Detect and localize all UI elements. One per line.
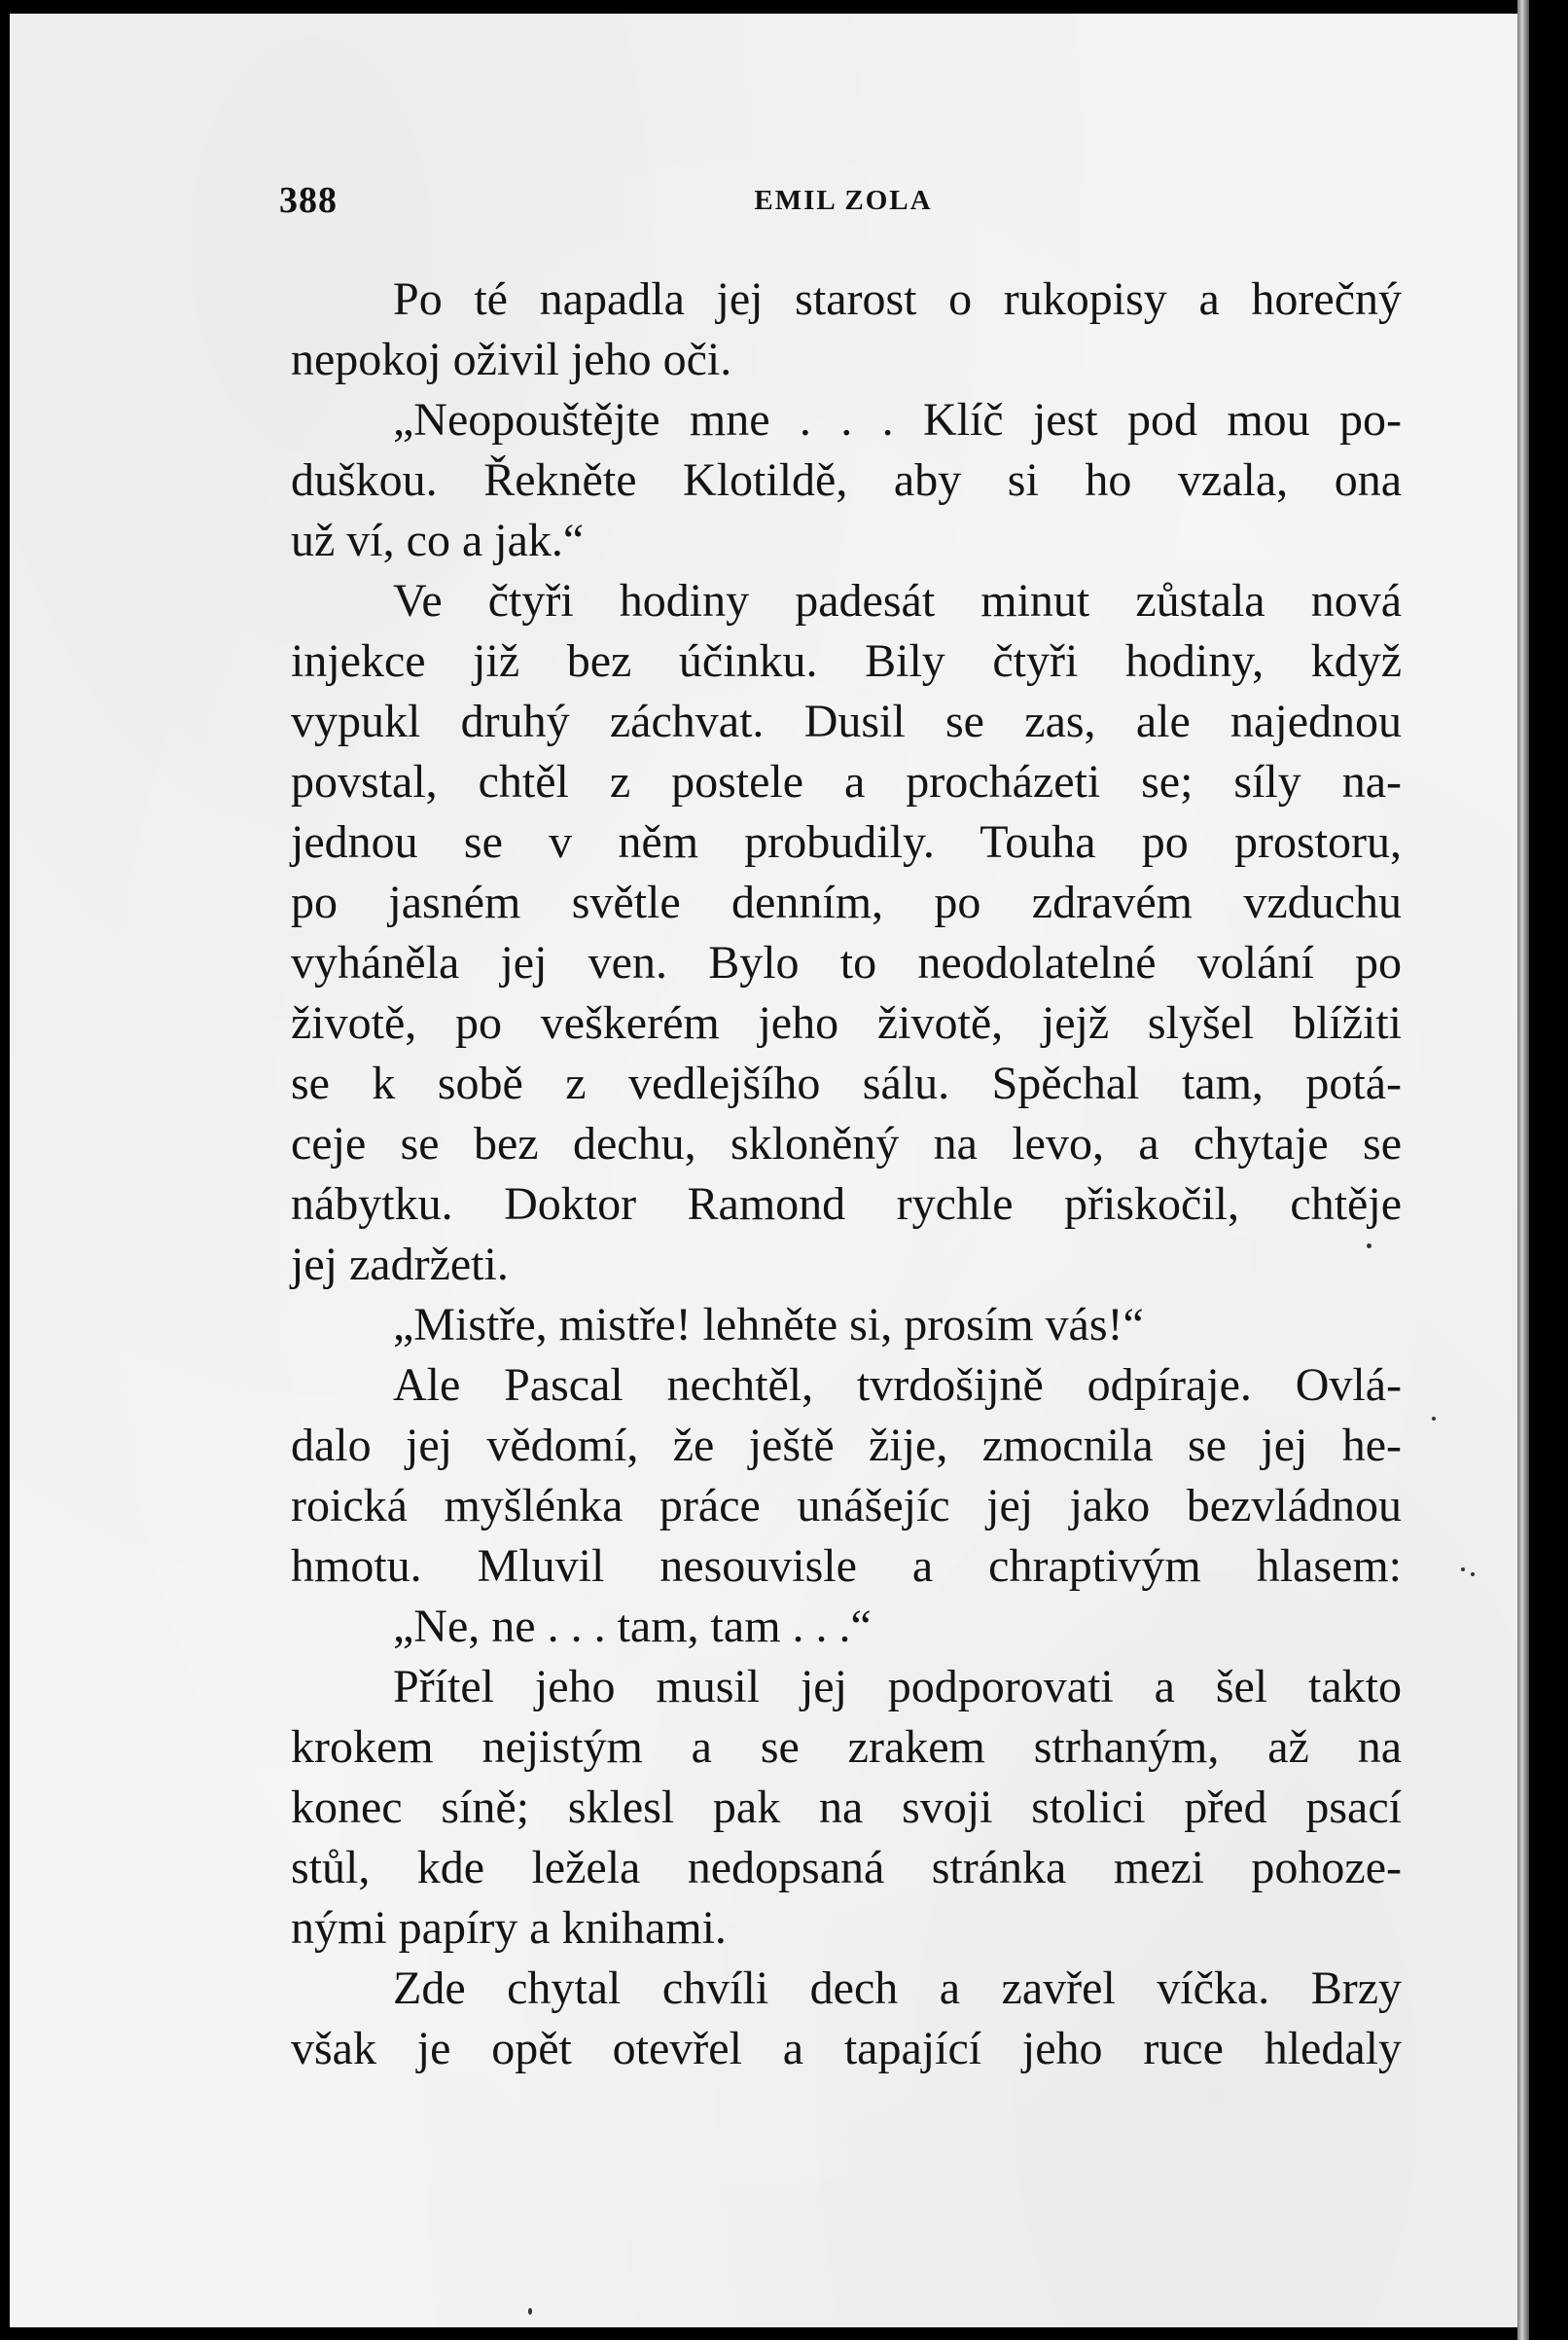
text-line: konec síně; sklesl pak na svoji stolici před psací <box>291 1782 1402 1833</box>
text-line: hmotu. Mluvil nesouvisle a chraptivým hlasem: <box>291 1540 1402 1592</box>
print-speck <box>528 2308 532 2315</box>
text-line: injekce již bez účinku. Bily čtyři hodiny, když <box>291 635 1402 687</box>
text-line: už ví, co a jak.“ <box>291 515 585 566</box>
print-speck <box>1367 1243 1372 1248</box>
text-line: po jasném světle denním, po zdravém vzduchu <box>291 877 1402 928</box>
print-speck <box>1461 1567 1465 1571</box>
text-line: Přítel jeho musil jej podporovati a šel takto <box>393 1661 1402 1712</box>
text-line: jej zadržeti. <box>291 1239 509 1290</box>
text-line: „Mistře, mistře! lehněte si, prosím vás!“ <box>393 1299 1144 1350</box>
text-line: životě, po veškerém jeho životě, jejž slyšel blížiti <box>291 997 1402 1049</box>
page-number: 388 <box>279 180 338 221</box>
text-line: Po té napadla jej starost o rukopisy a horečný <box>393 273 1402 325</box>
text-line: Zde chytal chvíli dech a zavřel víčka. Brzy <box>393 1962 1402 2014</box>
text-line: však je opět otevřel a tapající jeho ruce hledaly <box>291 2023 1402 2074</box>
text-line: vypukl druhý záchvat. Dusil se zas, ale najednou <box>291 696 1402 747</box>
body-text <box>291 270 1402 2079</box>
text-line: krokem nejistým a se zrakem strhaným, až na <box>291 1721 1402 1773</box>
book-page <box>10 14 1517 2327</box>
print-speck <box>1471 1572 1475 1576</box>
running-head: EMIL ZOLA <box>754 185 933 216</box>
text-line: jednou se v něm probudily. Touha po prostoru, <box>291 816 1402 868</box>
text-line: Ale Pascal nechtěl, tvrdošijně odpíraje. Ovlá- <box>393 1359 1402 1411</box>
text-line: dalo jej vědomí, že ještě žije, zmocnila se jej he- <box>291 1420 1402 1471</box>
text-line: nepokoj oživil jeho oči. <box>291 334 732 385</box>
text-line: roická myšlénka práce unášejíc jej jako bezvládnou <box>291 1480 1402 1531</box>
text-line: Ve čtyři hodiny padesát minut zůstala nová <box>393 575 1402 627</box>
page-header <box>279 179 1408 221</box>
text-line: nými papíry a knihami. <box>291 1902 727 1954</box>
text-line: duškou. Řekněte Klotildě, aby si ho vzala, ona <box>291 454 1402 506</box>
text-line: vyháněla jej ven. Bylo to neodolatelné volání po <box>291 937 1402 989</box>
text-line: se k sobě z vedlejšího sálu. Spěchal tam, potá- <box>291 1058 1402 1109</box>
text-line: ceje se bez dechu, skloněný na levo, a chytaje se <box>291 1118 1402 1170</box>
text-line: povstal, chtěl z postele a procházeti se; síly na- <box>291 756 1402 808</box>
text-line: „Neopouštějte mne . . . Klíč jest pod mou po- <box>393 394 1402 446</box>
page-edge-shadow <box>1517 0 1529 2340</box>
text-line: „Ne, ne . . . tam, tam . . .“ <box>393 1601 872 1652</box>
text-line: nábytku. Doktor Ramond rychle přiskočil, chtěje <box>291 1178 1402 1230</box>
print-speck <box>1432 1417 1436 1421</box>
text-line: stůl, kde ležela nedopsaná stránka mezi pohoze- <box>291 1842 1402 1893</box>
